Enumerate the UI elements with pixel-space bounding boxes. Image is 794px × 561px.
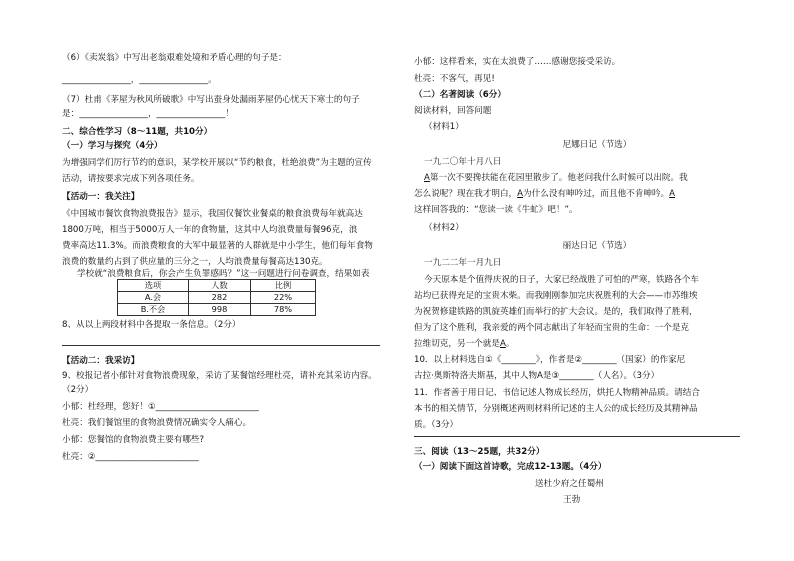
question-7: （7）杜甫《茅屋为秋风所破歌》中写出蚕身处漏雨茅屋仍心忧天下寒士的句子 bbox=[62, 95, 360, 105]
question-10: 10．以上材料选自①《________》，作者是②________（国家）的作家尼 bbox=[414, 355, 686, 365]
question-10-cont: 古拉·奥斯特洛夫斯基，其中人物A是③________（人名）。（3分） bbox=[414, 371, 660, 381]
person-a-mark: A bbox=[517, 189, 524, 199]
dialog-end-1: 小郁：这样看来，实在太浪费了……感谢您接受采访。 bbox=[414, 57, 621, 67]
answer-line bbox=[414, 436, 740, 437]
diary-2-title: 丽达日记（节选） bbox=[562, 241, 632, 251]
question-8: 8、从以上两段材料中各提取一条信息。（2分） bbox=[62, 320, 241, 330]
diary-1-date: 一九二〇年十月八日 bbox=[424, 157, 502, 167]
table-header-row bbox=[118, 280, 316, 292]
diary-1-line-1: A第一次不要搀扶能在花园里散步了。他老问我什么时候可以出院。我 bbox=[424, 173, 688, 183]
question-11-line-2: 本书的相关情节，分别概述两则材料所记述的主人公的成长经历及其精神品 bbox=[414, 404, 698, 414]
table-header: 选项 bbox=[118, 280, 189, 292]
question-11-line-1: 11．作者善于用日记、书信记述人物成长经历，烘托人物精神品质。请结合 bbox=[414, 388, 700, 398]
poem-title: 送杜少府之任蜀州 bbox=[535, 479, 604, 489]
table-cell: 22% bbox=[251, 292, 316, 304]
diary-2-line-4: 但为了这个胜利，我亲爱的两个同志献出了年轻而宝贵的生命：一个是克 bbox=[414, 323, 690, 333]
report-line-1: 《中国城市餐饮食物浪费报告》显示，我国仅餐饮业餐桌的粮食浪费每年就高达 bbox=[62, 209, 363, 219]
poem-author: 王勃 bbox=[563, 495, 581, 505]
material-1-label: （材料1） bbox=[424, 122, 464, 132]
question-6: （6）《卖炭翁》中写出老翁艰难处境和矛盾心理的句子是： bbox=[62, 53, 287, 63]
report-line-4: 浪费的数量约占到了供应量的三分之一，人均浪费量每餐高达130克。 bbox=[62, 257, 328, 267]
diary-2-date: 一九二二年一月九日 bbox=[424, 258, 502, 268]
intro-line-1: 为增强同学们厉行节约的意识，某学校开展以“节约粮食，杜绝浪费”为主题的宣传 bbox=[62, 158, 372, 168]
table-cell: 78% bbox=[251, 304, 316, 316]
diary-1-line-3: 这样回答我的：“您读一读《牛虻》吧！”。 bbox=[414, 205, 578, 215]
table-cell: B.不会 bbox=[118, 304, 189, 316]
report-line-2: 1800万吨，相当于5000万人一年的食物量，这其中人均浪费量每餐96克，浪 bbox=[62, 225, 358, 235]
table-header: 人数 bbox=[189, 280, 251, 292]
dialog-line-1: 小郁：杜经理，您好！①________________________ bbox=[62, 402, 259, 412]
report-line-3: 费率高达11.3%。而浪费粮食的大军中最显著的人群就是中小学生，他们每年食物 bbox=[62, 241, 373, 251]
material-2-label: （材料2） bbox=[424, 223, 464, 233]
table-cell: A.会 bbox=[118, 292, 189, 304]
table-header: 比例 bbox=[251, 280, 316, 292]
dialog-line-3: 小郁：您餐馆的食物浪费主要有哪些? bbox=[62, 435, 205, 445]
reading-instruction: 阅读材料，回答问题 bbox=[414, 106, 492, 116]
person-a-mark: A bbox=[424, 173, 430, 183]
question-9: 9、校报记者小郁针对食物浪费现象，采访了某餐馆经理杜亮，请补充其采访内容。 bbox=[62, 371, 377, 381]
section-2-heading: 二、综合性学习（8～11题，共10分） bbox=[62, 127, 213, 137]
diary-1-line-2: 怎么说呢？现在我才明白，A为什么没有呻吟过，而且他不肯呻吟。A bbox=[414, 189, 676, 199]
table-row bbox=[118, 304, 316, 316]
dialog-line-2: 杜亮：我们餐馆里的食物浪费情况确实令人痛心。 bbox=[62, 418, 252, 428]
dialog-end-2: 杜亮：不客气，再见! bbox=[414, 74, 495, 84]
question-7-blank: 是：________________，________________！ bbox=[62, 109, 234, 119]
part-2-heading: （二）名著阅读（6分） bbox=[414, 90, 506, 100]
answer-line bbox=[62, 345, 380, 346]
diary-2-line-2: 站均已获得充足的宝贵木柴。而我刚刚参加完庆祝胜利的大会——市苏维埃 bbox=[414, 291, 698, 301]
section-3-heading: 三、阅读（13～25题，共32分） bbox=[414, 447, 545, 457]
activity-1-heading: 【活动一：我关注】 bbox=[62, 192, 140, 202]
intro-line-2: 活动，请按要求完成下列各项任务。 bbox=[62, 174, 200, 184]
part-3-heading: （一）阅读下面这首诗歌，完成12-13题。（4分） bbox=[414, 462, 607, 472]
table-row bbox=[118, 292, 316, 304]
person-a-mark: A bbox=[669, 189, 676, 199]
survey-intro: 学校就“浪费粮食后，你会产生负罪感吗？”这一问题进行问卷调查，结果如表 bbox=[77, 269, 370, 279]
diary-2-line-3: 为祝贺修建铁路的凯旋英雄们而举行的扩大会议。是的，我们取得了胜利， bbox=[414, 307, 698, 317]
diary-2-line-1: 今天原本是个值得庆祝的日子，大家已经战胜了可怕的严寒，铁路各个车 bbox=[424, 275, 700, 285]
diary-2-line-5: 拉维切克，另一个就是A。 bbox=[414, 339, 515, 349]
question-6-blank: ________________，________________。 bbox=[62, 75, 217, 85]
person-a-mark: A bbox=[499, 339, 506, 349]
survey-table bbox=[117, 279, 316, 316]
question-9-score: （2分） bbox=[62, 385, 94, 395]
table-cell: 282 bbox=[189, 292, 251, 304]
activity-2-heading: 【活动二：我采访】 bbox=[62, 356, 140, 366]
diary-1-title: 尼娜日记（节选） bbox=[562, 140, 632, 150]
question-11-line-3: 质。（3分） bbox=[414, 420, 459, 430]
part-1-heading: （一）学习与探究（4分） bbox=[62, 141, 163, 151]
table-cell: 998 bbox=[189, 304, 251, 316]
dialog-line-4: 杜亮：②________________________ bbox=[62, 452, 199, 462]
